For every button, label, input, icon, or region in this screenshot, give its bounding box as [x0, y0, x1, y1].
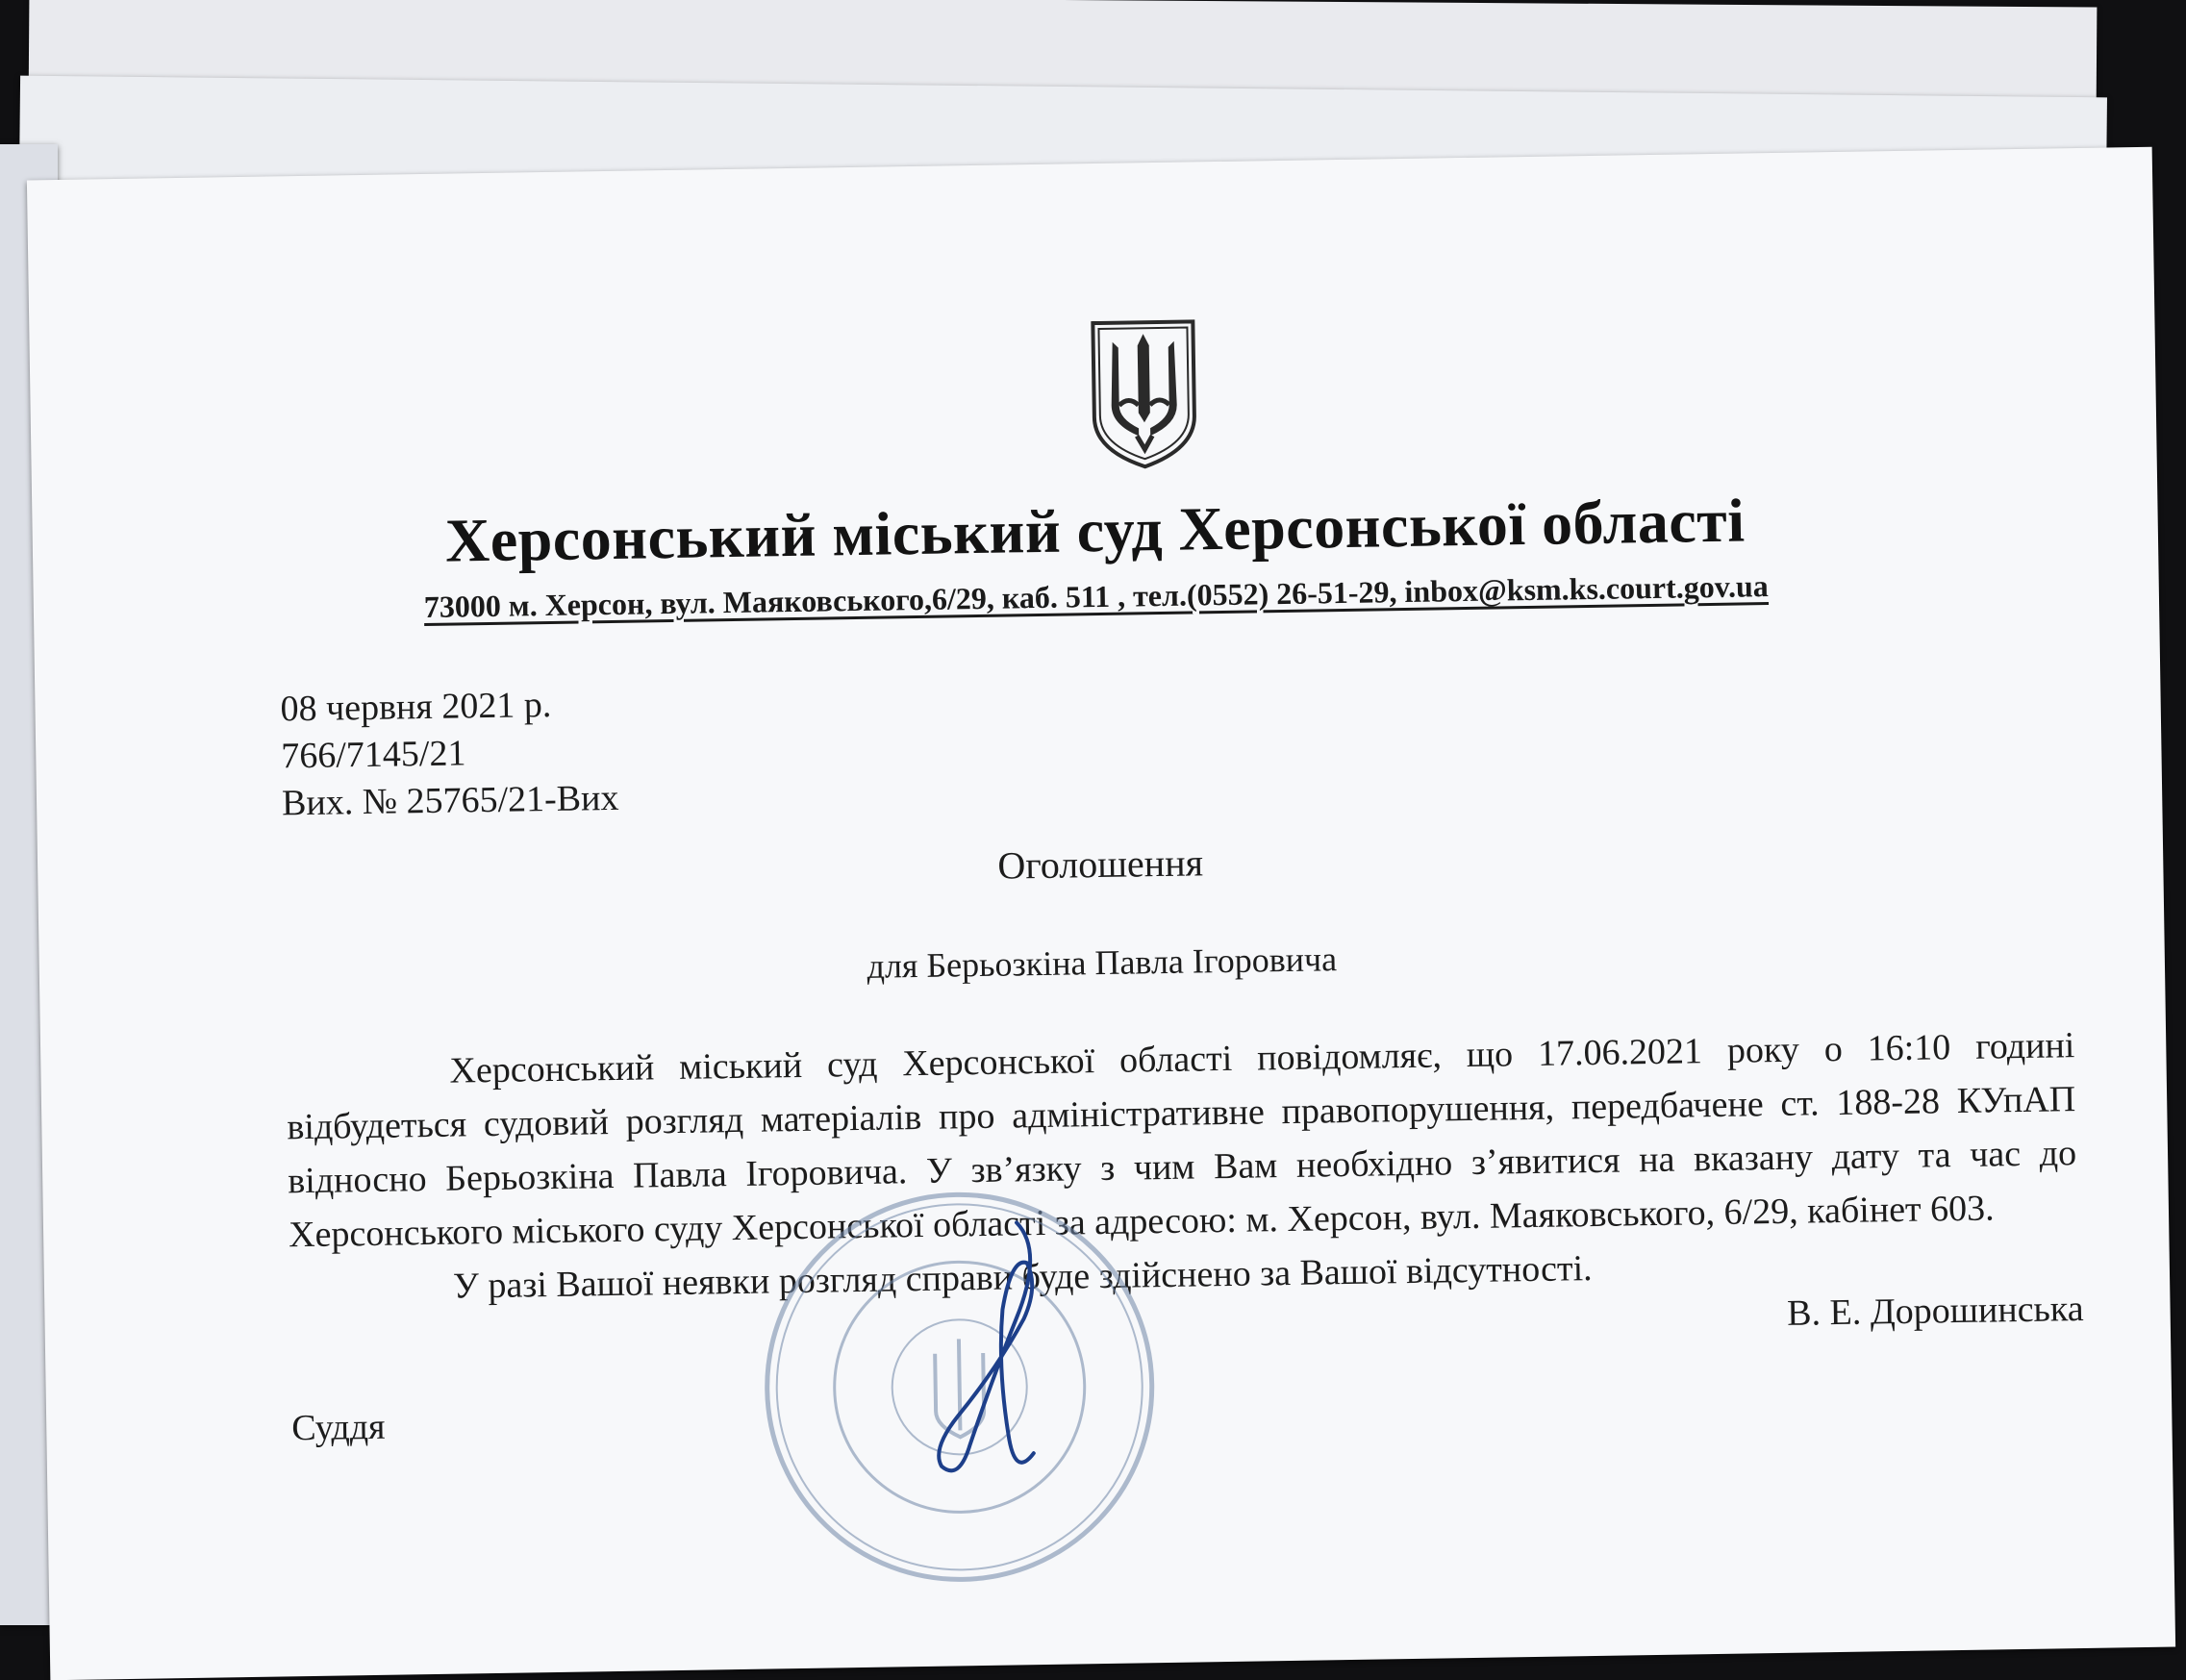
document-date: 08 червня 2021 р. — [280, 684, 552, 730]
court-address-line: 73000 м. Херсон, вул. Маяковського,6/29, каб. 511 , тел.(0552) 26-51-29, inbox@ksm.ks.court.gov.ua — [423, 568, 1770, 625]
document-heading: Оголошення — [997, 840, 1204, 888]
case-number: 766/7145/21 — [280, 733, 466, 777]
judge-label: Суддя — [290, 1406, 386, 1449]
recipient-line: для Берьозкіна Павла Ігоровича — [867, 940, 1338, 986]
judge-name: В. Е. Дорошинська — [1786, 1289, 2084, 1334]
judge-signature — [909, 1213, 1068, 1503]
notice-paragraph: Херсонський міський суд Херсонської області повідомляє, що 17.06.2021 року о 16:10 годині відбудеться судовий розгляд матеріалів про адміністративне правопорушення, передбачене ст. 188-28 КУпАП відносно Берьозкіна Павла Ігоровича. У зв’язку з чим Вам необхідно з’явитися на вказану дату та час до Херсонського міського суду Херсонської області за адресою: м. Херсон, вул. Маяковського, 6/29, кабінет 603. — [287, 1025, 2077, 1256]
court-name-heading: Херсонський міський суд Херсонської області — [444, 486, 1746, 575]
notice-body — [286, 1018, 2078, 1316]
outgoing-number: Вих. № 25765/21-Вих — [281, 777, 619, 824]
notice-paragraph: У разі Вашої неявки розгляд справи буде здійснено за Вашої відсутності. — [452, 1248, 1593, 1307]
trident-emblem-icon — [1085, 315, 1202, 471]
court-notice-page — [27, 147, 2175, 1680]
document-meta — [280, 681, 619, 827]
